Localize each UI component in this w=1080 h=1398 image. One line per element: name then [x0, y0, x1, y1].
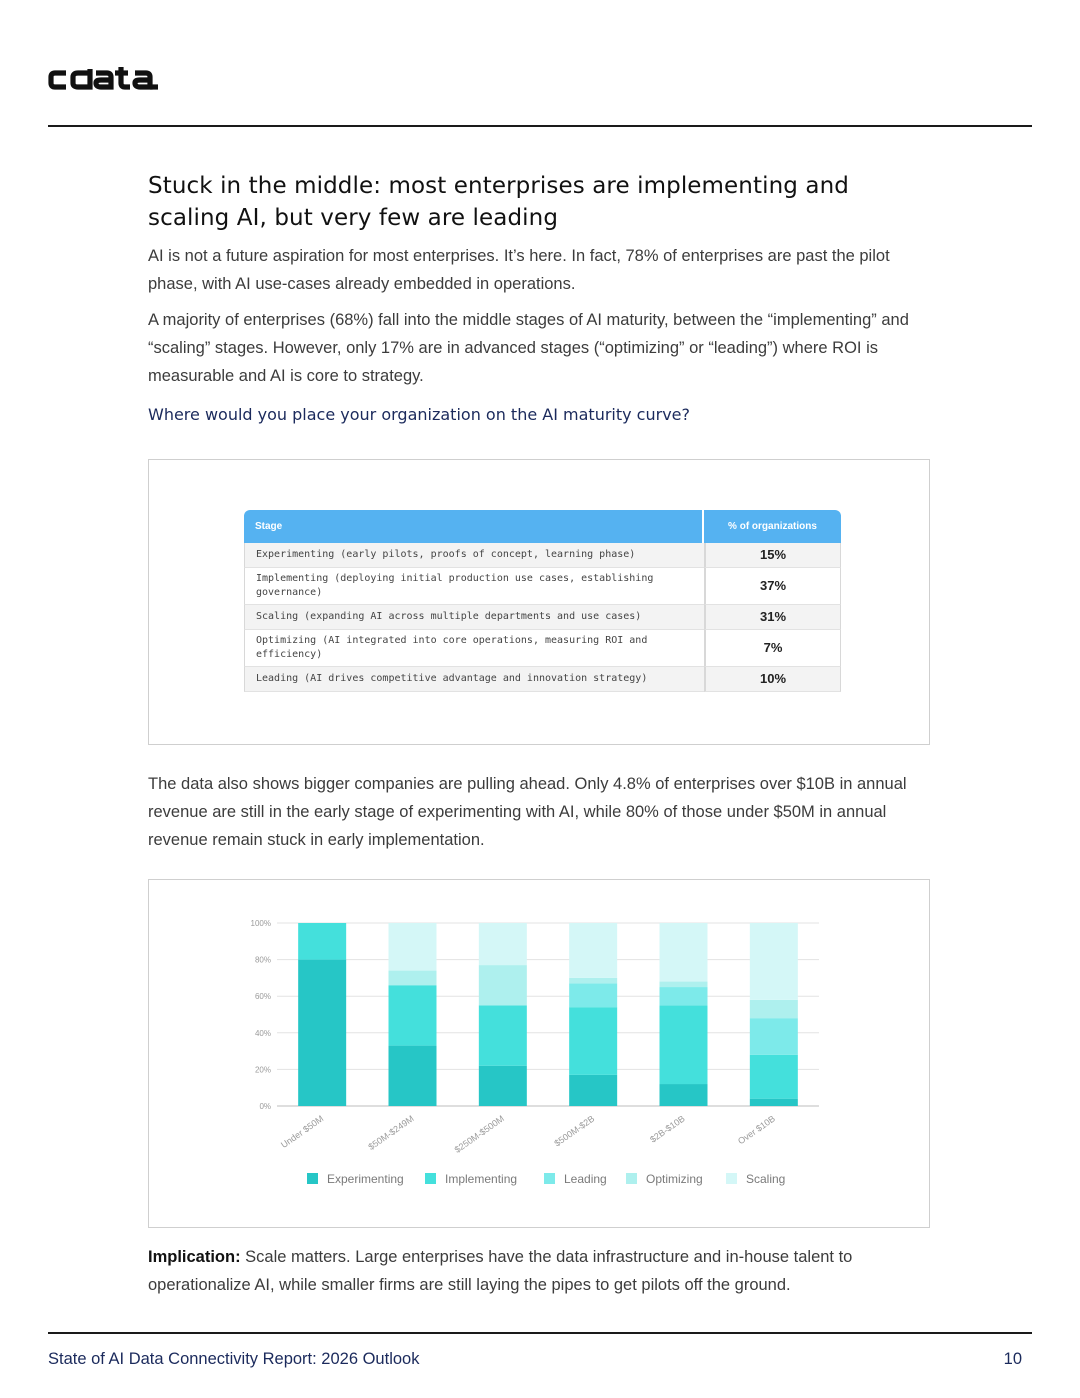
bar-segment-leading	[569, 983, 617, 1007]
stage-cell: Scaling (expanding AI across multiple departments and use cases)	[244, 605, 704, 630]
revenue-chart-frame	[148, 879, 930, 1228]
x-tick-label: $500M-$2B	[552, 1113, 597, 1149]
bar-segment-optimizing	[569, 978, 617, 983]
bar-segment-implementing	[750, 1055, 798, 1099]
bar-segment-scaling	[569, 923, 617, 978]
maturity-question: Where would you place your organization on the AI maturity curve?	[148, 405, 690, 424]
table-row	[244, 667, 841, 692]
stage-cell: Implementing (deploying initial production use cases, establishing governance)	[244, 568, 704, 605]
header-divider	[48, 125, 1032, 127]
implication-text: Scale matters. Large enterprises have the data infrastructure and in-house talent to operationalize AI, while smaller firms are still laying the pipes to get pilots off the ground.	[148, 1248, 853, 1294]
bar-segment-optimizing	[660, 982, 708, 987]
bar-segment-scaling	[660, 923, 708, 982]
stacked-bar-chart	[149, 880, 929, 1227]
revenue-paragraph: The data also shows bigger companies are pulling ahead. Only 4.8% of enterprises over $10B in annual revenue are still in the early stage of experimenting with AI, while 80% of those under $50M in annual revenue remain stuck in early implementation.	[148, 775, 907, 849]
legend-swatch	[307, 1173, 318, 1184]
column-header-percent: % of organizations	[704, 510, 841, 543]
x-tick-label: Under $50M	[279, 1113, 326, 1151]
y-tick-label: 20%	[254, 1065, 271, 1075]
legend-swatch	[425, 1173, 436, 1184]
maturity-table	[244, 510, 841, 692]
bar-segment-implementing	[389, 985, 437, 1045]
legend-swatch	[544, 1173, 555, 1184]
bar-segment-leading	[750, 1018, 798, 1055]
table-row	[244, 605, 841, 630]
table-row	[244, 568, 841, 605]
report-title: State of AI Data Connectivity Report: 2026 Outlook	[48, 1350, 420, 1368]
y-tick-label: 80%	[254, 955, 271, 965]
bar-segment-optimizing	[479, 965, 527, 1005]
bar-segment-implementing	[479, 1005, 527, 1065]
bar-segment-implementing	[298, 923, 346, 960]
bar-segment-experimenting	[479, 1066, 527, 1106]
x-tick-label: $250M-$500M	[452, 1113, 506, 1155]
bar-segment-experimenting	[569, 1075, 617, 1106]
bar-segment-scaling	[389, 923, 437, 971]
legend-label: Leading	[564, 1172, 607, 1186]
bar-segment-optimizing	[750, 1000, 798, 1018]
y-tick-label: 100%	[250, 919, 271, 928]
y-tick-label: 60%	[254, 992, 271, 1002]
bar-segment-experimenting	[389, 1046, 437, 1106]
legend-label: Optimizing	[646, 1172, 703, 1186]
y-tick-label: 40%	[254, 1028, 271, 1038]
percent-cell: 37%	[704, 568, 841, 605]
percent-cell: 7%	[704, 630, 841, 667]
bar-segment-experimenting	[750, 1099, 798, 1106]
table-row	[244, 630, 841, 667]
bar-segment-scaling	[750, 923, 798, 1000]
bar-segment-optimizing	[389, 971, 437, 986]
section-heading: Stuck in the middle: most enterprises are implementing and scaling AI, but very few are leading	[148, 173, 849, 231]
legend-swatch	[726, 1173, 737, 1184]
bar-segment-experimenting	[298, 960, 346, 1106]
bar-segment-experimenting	[660, 1084, 708, 1106]
bar-segment-leading	[660, 987, 708, 1005]
footer-divider	[48, 1332, 1032, 1334]
percent-cell: 15%	[704, 543, 841, 568]
table-row	[244, 543, 841, 568]
legend-label: Scaling	[746, 1172, 786, 1186]
y-tick-label: 0%	[259, 1102, 271, 1111]
implication-label: Implication:	[148, 1248, 241, 1266]
column-header-stage: Stage	[244, 510, 704, 543]
percent-cell: 10%	[704, 667, 841, 692]
cdata-logo	[48, 62, 164, 96]
bar-segment-implementing	[660, 1005, 708, 1084]
legend-swatch	[626, 1173, 637, 1184]
stage-cell: Experimenting (early pilots, proofs of concept, learning phase)	[244, 543, 704, 568]
x-tick-label: $2B-$10B	[648, 1113, 687, 1145]
x-tick-label: Over $10B	[735, 1113, 777, 1147]
maturity-table-frame	[148, 459, 930, 745]
legend-label: Implementing	[445, 1172, 518, 1186]
intro-paragraph: AI is not a future aspiration for most enterprises. It’s here. In fact, 78% of enterprises are past the pilot phase, with AI use-cases already embedded in operations.	[148, 247, 890, 293]
implication-paragraph	[148, 1243, 938, 1299]
stage-cell: Optimizing (AI integrated into core operations, measuring ROI and efficiency)	[244, 630, 704, 667]
bar-segment-implementing	[569, 1007, 617, 1075]
percent-cell: 31%	[704, 605, 841, 630]
maturity-paragraph: A majority of enterprises (68%) fall into the middle stages of AI maturity, between the “implementing” and “scaling” stages. However, only 17% are in advanced stages (“optimizing” or “leading”) where ROI is measurable and AI is core to strategy.	[148, 311, 909, 385]
bar-segment-scaling	[479, 923, 527, 965]
x-tick-label: $50M-$249M	[366, 1113, 416, 1153]
stage-cell: Leading (AI drives competitive advantage and innovation strategy)	[244, 667, 704, 692]
page-number: 10	[1003, 1350, 1022, 1368]
legend-label: Experimenting	[327, 1172, 404, 1186]
